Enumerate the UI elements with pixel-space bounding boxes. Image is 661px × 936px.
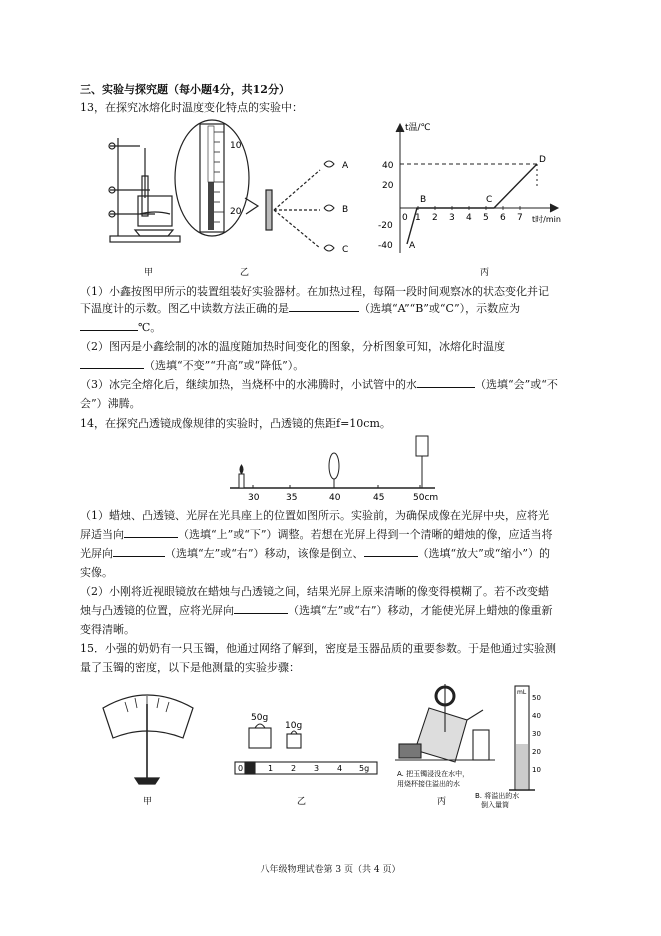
- q13-blank-3[interactable]: [80, 358, 144, 369]
- weight-10g: 10g: [285, 721, 303, 731]
- q14-p1b: [80, 527, 590, 542]
- ruler-label-30: 30: [248, 493, 260, 502]
- q14-p2b-pre: 烛与凸透镜的位置，应将光屏向: [80, 604, 234, 617]
- fig-label-jia: 甲: [144, 268, 154, 278]
- q13-p2a: （2）图丙是小鑫绘制的冰的温度随加热时间变化的图象，分析图象可知，冰熔化时温度: [80, 340, 505, 353]
- q14-blank-4[interactable]: [234, 603, 288, 614]
- q13-blank-1[interactable]: [289, 301, 359, 312]
- step-a-line1: A. 把玉镯浸没在水中，: [397, 770, 470, 778]
- weights-and-ruler: [235, 724, 377, 774]
- q13-p3b: 会”）沸腾。: [80, 397, 141, 410]
- fig-label-yi: 乙: [240, 268, 250, 278]
- q14-stem: 14，在探究凸透镜成像规律的实验时，凸透镜的焦距f=10cm。: [80, 417, 391, 430]
- ruler-label-35: 35: [286, 493, 298, 502]
- q14-p1c-mid: （选填“左”或“右”）移动，该像是倒立、: [165, 547, 364, 560]
- graph-ytick-40: 40: [382, 161, 394, 171]
- scale-label-4: 4: [337, 764, 343, 773]
- cylinder-tick-30: 30: [532, 730, 541, 738]
- step-a-line2: 用烧杯接住溢出的水: [397, 780, 460, 788]
- scale-label-1: 1: [268, 764, 274, 773]
- thermometer-tick-20: 20: [230, 207, 242, 217]
- graph-ytick-20: 20: [382, 181, 394, 191]
- q15-fig-label-jia: 甲: [143, 797, 153, 807]
- q13-p1b-pre: 下温度计的示数。图乙中读数方法正确的是: [80, 302, 289, 315]
- graph-ylabel: t温/℃: [405, 123, 431, 133]
- graph-point-b: B: [420, 195, 427, 205]
- q13-p1a: （1）小鑫按图甲所示的装置组装好实验器材。在加热过程，每隔一段时间观察冰的状态变化并记: [80, 285, 549, 298]
- q14-p1c-pre: 光屏向: [80, 547, 113, 560]
- thermometer-tick-10: 10: [230, 141, 242, 151]
- graph-point-d: D: [539, 155, 546, 165]
- graph-xtick-7: 7: [517, 213, 523, 223]
- page-footer: 八年级物理试卷第 3 页（共 4 页）: [260, 865, 401, 875]
- q14-p1a: （1）蜡烛、凸透镜、光屏在光具座上的位置如图所示。实验前，为确保成像在光屏中央，应将光: [80, 509, 549, 522]
- cylinder-tick-20: 20: [532, 748, 541, 756]
- graph-point-a: A: [409, 241, 416, 251]
- q14-p2b: [80, 603, 590, 618]
- fig-label-bing: 丙: [480, 268, 490, 278]
- melting-graph: [396, 124, 558, 253]
- scale-label-5g: 5g: [359, 764, 370, 773]
- balance-scale: [103, 695, 193, 784]
- step-b-line2: 倒入量筒: [481, 801, 509, 809]
- q15-figure: [95, 680, 555, 810]
- graph-xtick-3: 3: [449, 213, 455, 223]
- graph-xtick-6: 6: [500, 213, 506, 223]
- q13-p2b-post: （选填“不变”“升高”或“降低”）。: [144, 359, 305, 372]
- q14-p2b-post: （选填“左”或“右”）移动，才能使光屏上蜡烛的像重新: [288, 604, 553, 617]
- q13-p1c: [80, 320, 590, 335]
- q13-p3a-post: （选填“会”或“不: [475, 378, 558, 391]
- graph-xtick-0: 0: [402, 213, 408, 223]
- q14-p2c: 变得清晰。: [80, 623, 135, 636]
- graph-point-c: C: [486, 195, 493, 205]
- ruler-label-50: 50cm: [413, 493, 439, 502]
- graph-xtick-1: 1: [415, 213, 421, 223]
- eye-b-label: B: [342, 205, 349, 215]
- eye-a-label: A: [342, 161, 349, 171]
- graph-xlabel: t时/min: [532, 215, 561, 224]
- graph-xtick-4: 4: [466, 213, 472, 223]
- q14-p1d: 实像。: [80, 566, 113, 579]
- cylinder-tick-40: 40: [532, 712, 541, 720]
- q13-stem: 13，在探究冰熔化时温度变化特点的实验中：: [80, 101, 303, 114]
- scale-label-2: 2: [291, 764, 297, 773]
- q14-p1b-post: （选填“上”或“下”）调整。若想在光屏上得到一个清晰的蜡烛的像，应适当将: [178, 528, 553, 541]
- ruler-label-40: 40: [329, 493, 341, 502]
- thermometer-magnifier: [175, 120, 320, 248]
- cylinder-tick-10: 10: [532, 766, 541, 774]
- q13-p1b: [80, 301, 590, 316]
- q14-p1c: [80, 546, 590, 561]
- q14-blank-2[interactable]: [113, 546, 165, 557]
- q13-p1b-post: （选填“A”“B”或“C”），示数应为: [359, 302, 521, 315]
- overflow-beaker: [395, 684, 495, 762]
- q15-fig-label-bing: 丙: [437, 797, 447, 807]
- eye-icons: [324, 161, 334, 251]
- q15-p1: 15．小强的奶奶有一只玉镯，他通过网络了解到，密度是玉器品质的重要参数。于是他通过实验测: [80, 642, 556, 655]
- weight-50g: 50g: [251, 713, 269, 723]
- scale-label-3: 3: [314, 764, 320, 773]
- q13-blank-2[interactable]: [80, 320, 138, 331]
- scale-label-0: 0: [238, 764, 244, 773]
- graph-xtick-2: 2: [432, 213, 438, 223]
- q15-p2: 量了玉镯的密度，以下是他测量的实验步骤：: [80, 661, 300, 674]
- q13-p2b: [80, 358, 590, 373]
- q14-blank-3[interactable]: [364, 546, 418, 557]
- q13-p1c-post: ℃。: [138, 321, 162, 334]
- optical-bench-figure: [210, 430, 450, 502]
- eye-c-label: C: [342, 245, 349, 255]
- q14-blank-1[interactable]: [124, 527, 178, 538]
- graph-ytick-m20: -20: [378, 221, 393, 231]
- q13-p3a-pre: （3）冰完全熔化后，继续加热，当烧杯中的水沸腾时，小试管中的水: [80, 378, 417, 391]
- graph-xtick-5: 5: [483, 213, 489, 223]
- q14-p1c-post: （选填“放大”或“缩小”）的: [417, 547, 550, 560]
- graph-ytick-m40: -40: [378, 241, 393, 251]
- q13-p3a: [80, 377, 590, 392]
- q13-figure: [80, 118, 580, 280]
- section-title: 三、实验与探究题（每小题4分，共12分）: [80, 83, 290, 96]
- cylinder-tick-50: 50: [532, 694, 541, 702]
- q13-blank-4[interactable]: [417, 377, 475, 388]
- cylinder-unit: mL: [517, 689, 527, 696]
- q15-fig-label-yi: 乙: [297, 797, 307, 807]
- q14-p1b-pre: 屏适当向: [80, 528, 124, 541]
- step-b-line1: B. 将溢出的水: [475, 792, 520, 800]
- q14-p2a: （2）小刚将近视眼镜放在蜡烛与凸透镜之间，结果光屏上原来清晰的像变得模糊了。若不改变蜡: [80, 585, 549, 598]
- stand-apparatus: [109, 138, 180, 242]
- ruler-label-45: 45: [373, 493, 385, 502]
